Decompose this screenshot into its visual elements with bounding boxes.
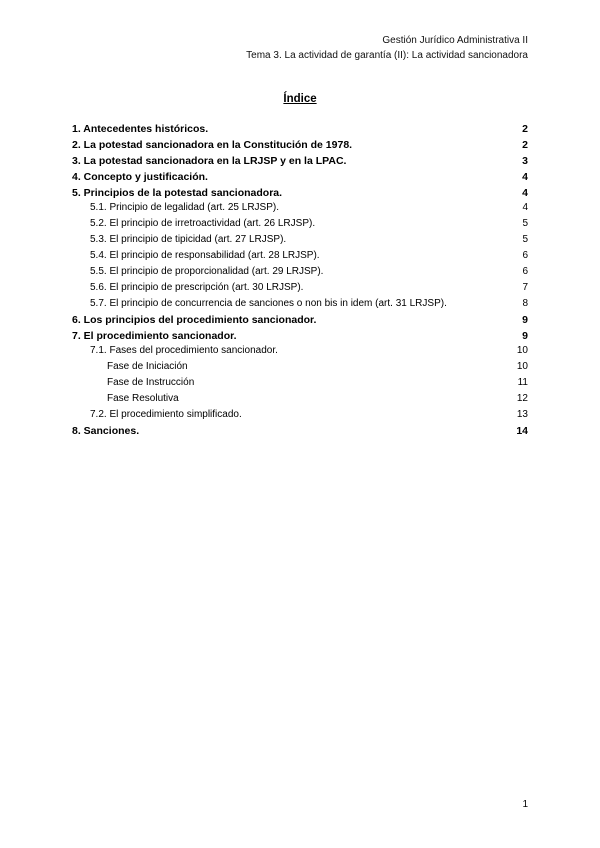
toc-entry-title: 7.1. Fases del procedimiento sancionador. xyxy=(90,345,278,357)
toc-entry[interactable] xyxy=(72,393,528,409)
toc-entry[interactable] xyxy=(72,282,528,298)
toc-entry-page: 11 xyxy=(517,377,528,389)
toc-entry-title: 7. El procedimiento sancionador. xyxy=(72,329,237,342)
toc-entry[interactable] xyxy=(72,218,528,234)
toc-entry[interactable] xyxy=(72,314,528,330)
toc-entry[interactable] xyxy=(72,298,528,314)
header-course: Gestión Jurídico Administrativa II xyxy=(382,35,528,46)
toc-entry-page: 4 xyxy=(522,202,528,214)
toc-entry-title: 3. La potestad sancionadora en la LRJSP y en la LPAC. xyxy=(72,154,347,167)
page-number: 1 xyxy=(522,799,528,810)
toc-entry-title: 5.7. El principio de concurrencia de sanciones o non bis in idem (art. 31 LRJSP). xyxy=(90,297,447,309)
toc-entry-page: 14 xyxy=(516,424,528,437)
toc-entry-title: 1. Antecedentes históricos. xyxy=(72,123,209,135)
toc-entry[interactable] xyxy=(72,155,528,171)
toc-entry-page: 2 xyxy=(522,123,528,135)
toc-entry-title: 5.4. El principio de responsabilidad (art. 28 LRJSP). xyxy=(90,250,320,262)
toc-entry-page: 7 xyxy=(522,281,528,293)
toc-entry-title: 5.5. El principio de proporcionalidad (art. 29 LRJSP). xyxy=(90,266,324,278)
toc-entry-page: 2 xyxy=(522,138,528,151)
toc-entry-page: 6 xyxy=(522,250,528,262)
toc-entry[interactable] xyxy=(72,202,528,218)
toc-entry-title: 7.2. El procedimiento simplificado. xyxy=(90,409,242,421)
toc-entry-title: Fase de Iniciación xyxy=(107,361,188,373)
toc-entry-page: 12 xyxy=(516,393,528,405)
toc-entry-page: 13 xyxy=(516,409,528,421)
toc-entry[interactable] xyxy=(72,250,528,266)
toc-entry[interactable] xyxy=(72,139,528,155)
table-of-contents xyxy=(72,123,528,441)
toc-entry[interactable] xyxy=(72,345,528,361)
toc-entry-page: 4 xyxy=(522,186,528,199)
toc-entry-title: 5.3. El principio de tipicidad (art. 27 LRJSP). xyxy=(90,234,287,246)
toc-entry[interactable] xyxy=(72,187,528,203)
toc-entry-page: 9 xyxy=(522,313,528,326)
toc-entry[interactable] xyxy=(72,377,528,393)
toc-entry[interactable] xyxy=(72,425,528,441)
toc-entry-title: Fase Resolutiva xyxy=(107,393,179,405)
toc-entry-title: 5.2. El principio de irretroactividad (art. 26 LRJSP). xyxy=(90,218,316,230)
toc-entry-page: 9 xyxy=(522,329,528,342)
toc-entry-page: 10 xyxy=(516,345,528,357)
toc-entry-title: 2. La potestad sancionadora en la Constitución de 1978. xyxy=(72,138,353,151)
toc-entry-page: 5 xyxy=(522,218,528,230)
toc-entry-page: 10 xyxy=(516,361,528,373)
toc-entry[interactable] xyxy=(72,123,528,139)
toc-entry-title: Fase de Instrucción xyxy=(107,377,195,389)
toc-entry[interactable] xyxy=(72,361,528,377)
page-title: Índice xyxy=(283,93,317,105)
toc-entry-title: 6. Los principios del procedimiento sancionador. xyxy=(72,313,317,326)
header-topic: Tema 3. La actividad de garantía (II): La actividad sancionadora xyxy=(246,50,528,61)
toc-entry-title: 4. Concepto y justificación. xyxy=(72,170,208,183)
toc-entry[interactable] xyxy=(72,171,528,187)
toc-entry-page: 5 xyxy=(522,234,528,246)
toc-entry-page: 3 xyxy=(522,154,528,167)
toc-entry-title: 5. Principios de la potestad sancionadora. xyxy=(72,186,283,199)
toc-entry-title: 5.1. Principio de legalidad (art. 25 LRJSP). xyxy=(90,202,279,214)
toc-entry-title: 5.6. El principio de prescripción (art. 30 LRJSP). xyxy=(90,281,304,293)
toc-entry[interactable] xyxy=(72,266,528,282)
toc-entry[interactable] xyxy=(72,409,528,425)
toc-entry-page: 4 xyxy=(522,170,528,183)
page-header xyxy=(246,33,528,63)
toc-entry[interactable] xyxy=(72,330,528,346)
toc-entry-page: 6 xyxy=(522,266,528,278)
toc-entry[interactable] xyxy=(72,234,528,250)
toc-entry-page: 8 xyxy=(522,297,528,309)
toc-entry-title: 8. Sanciones. xyxy=(72,424,140,437)
